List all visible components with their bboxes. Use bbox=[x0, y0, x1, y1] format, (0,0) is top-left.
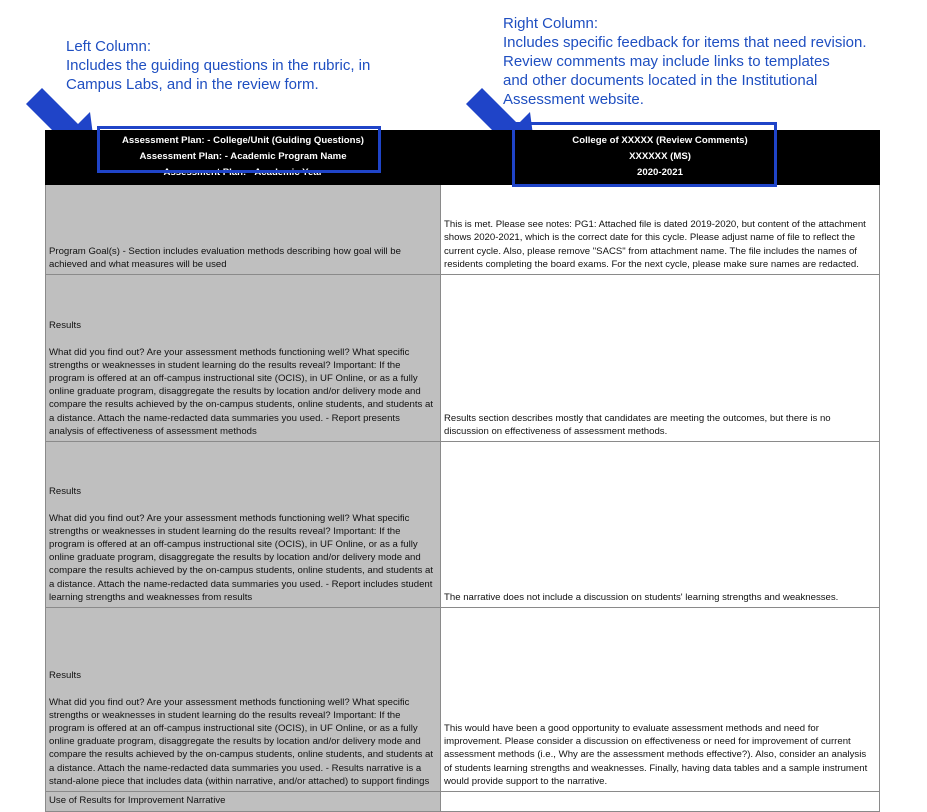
header-line: Assessment Plan: - Academic Program Name bbox=[139, 151, 347, 162]
guiding-question-title: Results bbox=[49, 486, 81, 498]
guiding-question-text: What did you find out? Are your assessment methods functioning well? What specific strengths or weaknesses in student learning do the results reveal? Important: If the program is offered at an off-campus instructional site (OCIS), in UF Online, or as a fully online graduate program, disaggregate the results by location and/or delivery mode and compare the results achieved by the on-campus students, online students, and students at a distance. Attach the name-redacted data summaries you used. - Report presents analysis of effectiveness of assessment methods bbox=[49, 346, 433, 437]
right-column-callout bbox=[503, 14, 867, 109]
review-form-sheet bbox=[45, 130, 879, 806]
header-line: 2020-2021 bbox=[637, 167, 683, 178]
header-line: Assessment Plan: - College/Unit (Guiding Questions) bbox=[121, 135, 364, 146]
header-line: College of XXXXX (Review Comments) bbox=[572, 135, 748, 146]
callout-line: Includes specific feedback for items that need revision. bbox=[503, 34, 867, 51]
guiding-question-cell bbox=[46, 608, 441, 792]
table-row bbox=[46, 275, 880, 442]
review-comment-cell bbox=[441, 792, 880, 812]
guiding-question-title: Results bbox=[49, 320, 81, 332]
review-comment-cell bbox=[441, 185, 880, 275]
guiding-question-title: Results bbox=[49, 670, 81, 682]
callout-line: and other documents located in the Institutional bbox=[503, 72, 818, 89]
table-row bbox=[46, 442, 880, 608]
table-row bbox=[46, 185, 880, 275]
header-line: Assessment Plan: - Academic Year bbox=[163, 167, 323, 178]
table-row bbox=[46, 608, 880, 792]
callout-line: Assessment website. bbox=[503, 91, 644, 108]
guiding-question-cell bbox=[46, 275, 441, 442]
callout-line: Review comments may include links to templates bbox=[503, 53, 830, 70]
guiding-question-text: What did you find out? Are your assessment methods functioning well? What specific strengths or weaknesses in student learning do the results reveal? Important: If the program is offered at an off-campus instructional site (OCIS), in UF Online, or as a fully online graduate program, disaggregate the results by location and/or delivery mode and compare the results achieved by the on-campus students, online students, and students at a distance. Attach the name-redacted data summaries you used. - Report includes student learning strengths and weaknesses from results bbox=[49, 512, 433, 603]
guiding-question-text: What did you find out? Are your assessment methods functioning well? What specific strengths or weaknesses in student learning do the results reveal? Important: If the program is offered at an off-campus instructional site (OCIS), in UF Online, or as a fully online graduate program, disaggregate the results by location and/or delivery mode and compare the results achieved by the on-campus students, online students, and students at a distance. Attach the name-redacted data summaries you used. - Results narrative is a stand-alone piece that includes data (within narrative, and/or attached) to support findings bbox=[49, 696, 433, 787]
callout-line: Left Column: bbox=[66, 38, 152, 55]
review-comment-text: This is met. Please see notes: PG1: Attached file is dated 2019-2020, but content of the attachment shows 2020-2021, which is the correct date for this cycle. Please adjust name of file to reflect the current cycle. Also, please remove "SACS" from attachment name. The file includes the names of residents completing the board exams. For the next cycle, please make sure names are redacted. bbox=[444, 219, 866, 270]
guiding-question-text: Use of Results for Improvement Narrative bbox=[49, 795, 226, 806]
header-line: XXXXXX (MS) bbox=[629, 151, 691, 162]
guiding-question-text: Program Goal(s) - Section includes evaluation methods describing how goal will be achieved and what measures will be used bbox=[49, 245, 401, 270]
guiding-question-cell bbox=[46, 185, 441, 275]
callout-line: Campus Labs, and in the review form. bbox=[66, 76, 319, 93]
callout-line: Includes the guiding questions in the rubric, in bbox=[66, 57, 371, 74]
review-table bbox=[45, 130, 880, 812]
review-comment-cell bbox=[441, 442, 880, 608]
review-comment-text: Results section describes mostly that candidates are meeting the outcomes, but there is no discussion on effectiveness of assessment methods. bbox=[444, 412, 831, 437]
callout-line: Right Column: bbox=[503, 15, 599, 32]
left-header-highlight-box bbox=[97, 126, 381, 173]
review-comment-text: This would have been a good opportunity to evaluate assessment methods and need for improvement. Please consider a discussion on effectiveness or need for improvement of current assessment methods (i.e., Why are the assessment methods effective?). Also, consider an analysis of students learning strengths and weaknesses. Finally, having data tables and a sample instrument would provide support to the narrative. bbox=[444, 722, 868, 787]
review-comment-text: The narrative does not include a discussion on students' learning strengths and weaknesses. bbox=[444, 591, 839, 603]
left-column-callout bbox=[66, 37, 370, 94]
table-row bbox=[46, 792, 880, 812]
review-comment-cell bbox=[441, 608, 880, 792]
right-header-highlight-box bbox=[512, 122, 777, 187]
review-comment-cell bbox=[441, 275, 880, 442]
guiding-question-cell bbox=[46, 792, 441, 812]
guiding-question-cell bbox=[46, 442, 441, 608]
